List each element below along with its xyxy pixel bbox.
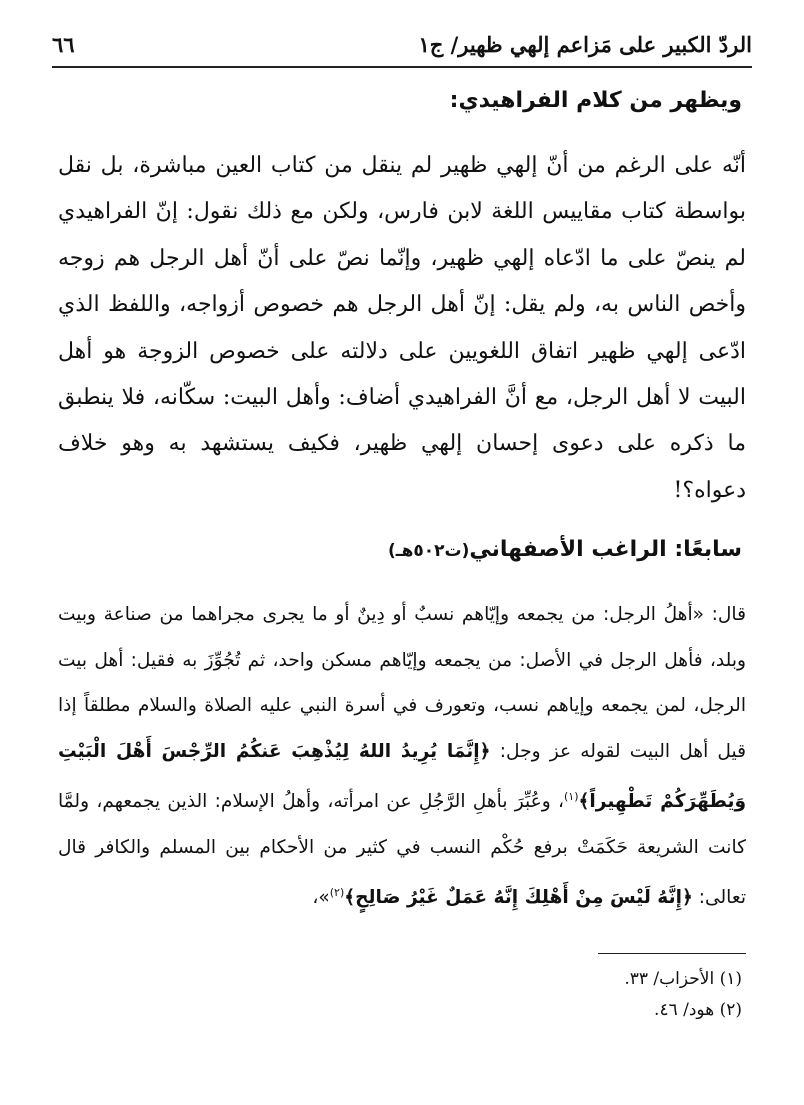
quote-text: ، وعُبِّرَ بأهلِ الرَّجُلِ عن امرأته، وأهلُ الإسلام: الذين يجمعهم، ولمَّا كانت الشريعة حَكَمَتْ برفع حُكْم النسب في كثير من الأحكام بين المسلم والكافر قال تعالى: [58, 791, 746, 909]
footnote-1 [300, 964, 742, 995]
footnote-number: (٢) [719, 1000, 742, 1020]
footnote-2 [300, 995, 742, 1026]
footnote-text: الأحزاب/ ٣٣. [624, 969, 715, 989]
quote-text: قال: «أهلُ الرجل: من يجمعه وإيّاهم نسبٌ أو دِينٌ أو ما يجرى مجراهما من صناعة وبيت وبلد، فأهل الرجل في الأصل: من يجمعه وإيّاهم مسكن واحد، ثم تُجُوِّزَ به فقيل: أهل بيت الرجل، لمن يجمعه وإياهم نسب، وتعورف في أسرة النبي عليه الصلاة والسلام مطلقاً إذا قيل أهل البيت لقوله عز وجل: [58, 604, 746, 762]
footnote-ref-1[interactable]: (١) [563, 790, 579, 803]
footnote-number: (١) [719, 969, 742, 989]
footnote-divider [598, 953, 746, 954]
section-heading-colon: : [449, 88, 459, 113]
footnote-text: هود/ ٤٦. [654, 1000, 715, 1020]
section-heading-farahidi [450, 88, 742, 113]
body-paragraph-2 [58, 592, 746, 921]
running-title: الردّ الكبير على مَزاعم إلهي ظهير/ ج١ [418, 31, 752, 57]
page-number: ٦٦ [52, 31, 75, 57]
section-heading-text: ويظهر من كلام الفراهيدي [458, 88, 742, 113]
section-heading-raghib [388, 537, 742, 562]
quote-end: »، [312, 887, 330, 909]
quran-verse-ahzab: ﴿إِنَّمَا يُرِيدُ اللهُ لِيُذْهِبَ عَنكُمُ الرِّجْسَ أَهْلَ الْبَيْتِ وَيُطَهِّرَكُمْ تَطْهِيراً﴾ [58, 740, 747, 813]
body-paragraph-1: أنّه على الرغم من أنّ إلهي ظهير لم ينقل من كتاب العين مباشرة، بل نقل بواسطة كتاب مقاييس اللغة لابن فارس، ولكن مع ذلك نقول: إنّ الفراهيدي لم ينصّ على ما ادّعاه إلهي ظهير، وإنّما نصّ على أنّ أهل الرجل هم زوجه وأخص الناس به، ولم يقل: إنّ أهل الرجل هم خصوص أزواجه، واللفظ الذي ادّعى إلهي ظهير اتفاق اللغويين على دلالته على خصوص الزوجة هو أهل البيت لا أهل الرجل، مع أنَّ الفراهيدي أضاف: وأهل البيت: سكّانه، فلا ينطبق ما ذكره على دعوى إحسان إلهي ظهير، فكيف يستشهد به وهو خلاف دعواه؟! [58, 153, 746, 503]
death-date: (ت٥٠٢هـ) [388, 541, 470, 561]
page-header [52, 22, 752, 68]
footnote-ref-2[interactable]: (٢) [329, 886, 345, 900]
section-heading-text: سابعًا: الراغب الأصفهاني [469, 537, 742, 562]
quran-verse-hud: ﴿إِنَّهُ لَيْسَ مِنْ أَهْلِكَ إِنَّهُ عَمَلٌ غَيْرُ صَالِحٍ﴾ [344, 887, 693, 909]
footnotes [300, 964, 742, 1026]
